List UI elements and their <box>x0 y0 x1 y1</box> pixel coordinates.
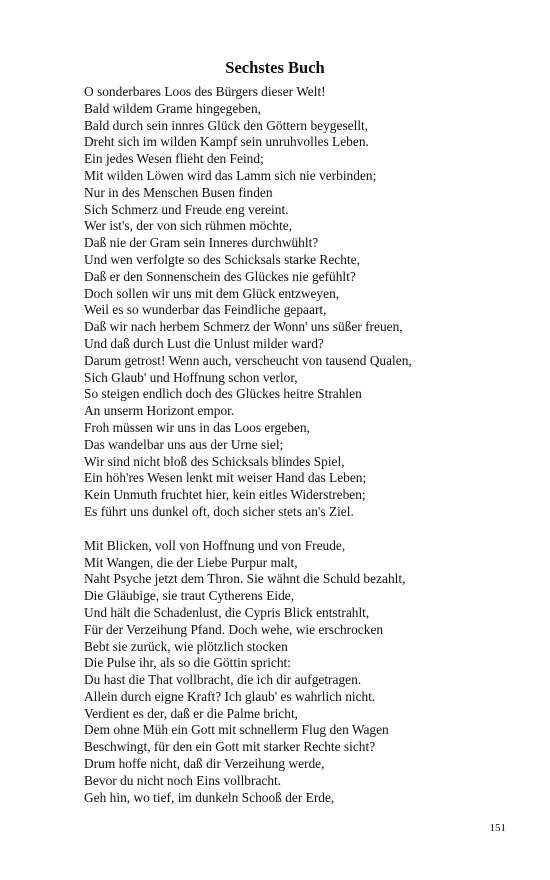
verse-line: Geh hin, wo tief, im dunkeln Schooß der Erde, <box>84 789 335 805</box>
verse-line: Naht Psyche jetzt dem Thron. Sie wähnt die Schuld bezahlt, <box>84 571 406 587</box>
verse-line: Ein jedes Wesen flieht den Feind; <box>84 151 264 167</box>
verse-line: Darum getrost! Wenn auch, verscheucht von tausend Qualen, <box>84 352 412 368</box>
verse-line: Daß wir nach herbem Schmerz der Wonn' uns süßer freuen, <box>84 319 403 335</box>
verse-line: Nur in des Menschen Busen finden <box>84 184 273 200</box>
verse-line: Das wandelbar uns aus der Urne siel; <box>84 436 284 452</box>
verse-line: Mit Blicken, voll von Hoffnung und von Freude, <box>84 537 346 553</box>
verse-line: Verdient es der, daß er die Palme bricht, <box>84 705 299 721</box>
verse-line: Sich Schmerz und Freude eng vereint. <box>84 201 289 217</box>
verse-line: Doch sollen wir uns mit dem Glück entzweyen, <box>84 285 340 301</box>
verse-line: Bald durch sein innres Glück den Göttern beygesellt, <box>84 117 369 133</box>
verse-line: Die Pulse ihr, als so die Göttin spricht: <box>84 655 291 671</box>
verse-line: Und wen verfolgte so des Schicksals starke Rechte, <box>84 251 360 267</box>
verse-line: Dem ohne Müh ein Gott mit schnellerm Flug den Wagen <box>84 722 389 738</box>
stanza <box>84 84 514 521</box>
verse-line: Und daß durch Lust die Unlust milder ward? <box>84 335 324 351</box>
verse-line: Mit wilden Löwen wird das Lamm sich nie verbinden; <box>84 167 377 183</box>
verse-line: Beschwingt, für den ein Gott mit starker Rechte sicht? <box>84 739 376 755</box>
verse-line: So steigen endlich doch des Glückes heitre Strahlen <box>84 386 362 402</box>
verse-line: Die Gläubige, sie traut Cytherens Eide, <box>84 588 295 604</box>
stanza <box>84 538 514 807</box>
verse-line: Weil es so wunderbar das Feindliche gepaart, <box>84 302 327 318</box>
verse-line: Es führt uns dunkel oft, doch sicher stets an's Ziel. <box>84 503 354 519</box>
chapter-heading: Sechstes Buch <box>225 58 325 77</box>
verse-line: Sich Glaub' und Hoffnung schon verlor, <box>84 369 298 385</box>
verse-line: Drum hoffe nicht, daß dir Verzeihung werde, <box>84 756 325 772</box>
verse-line: Kein Unmuth fruchtet hier, kein eitles Widerstreben; <box>84 487 366 503</box>
verse-line: Bevor du nicht noch Eins vollbracht. <box>84 772 282 788</box>
verse-line: Du hast die That vollbracht, die ich dir aufgetragen. <box>84 672 362 688</box>
verse-line: Froh müssen wir uns in das Loos ergeben, <box>84 419 310 435</box>
verse-line: Daß er den Sonnenschein des Glückes nie gefühlt? <box>84 268 356 284</box>
verse-line: Dreht sich im wilden Kampf sein unruhvolles Leben. <box>84 134 369 150</box>
verse-line: Wer ist's, der von sich rühmen möchte, <box>84 218 293 234</box>
verse-line: Bebt sie zurück, wie plötzlich stocken <box>84 638 288 654</box>
verse-line: Für der Verzeihung Pfand. Doch wehe, wie erschrocken <box>84 621 384 637</box>
verse-line: Mit Wangen, die der Liebe Purpur malt, <box>84 554 298 570</box>
page-number: 151 <box>489 822 506 834</box>
verse-line: Daß nie der Gram sein Inneres durchwühlt? <box>84 235 319 251</box>
verse-line: Bald wildem Grame hingegeben, <box>84 100 262 116</box>
verse-line: Und hält die Schadenlust, die Cypris Blick entstrahlt, <box>84 604 370 620</box>
verse-line: Ein höh'res Wesen lenkt mit weiser Hand das Leben; <box>84 470 367 486</box>
verse-line: Allein durch eigne Kraft? Ich glaub' es wahrlich nicht. <box>84 688 376 704</box>
verse-line: An unserm Horizont empor. <box>84 403 235 419</box>
verse-line: Wir sind nicht bloß des Schicksals blindes Spiel, <box>84 453 345 469</box>
poem-body <box>84 84 514 806</box>
verse-line: O sonderbares Loos des Bürgers dieser Welt! <box>84 84 326 99</box>
